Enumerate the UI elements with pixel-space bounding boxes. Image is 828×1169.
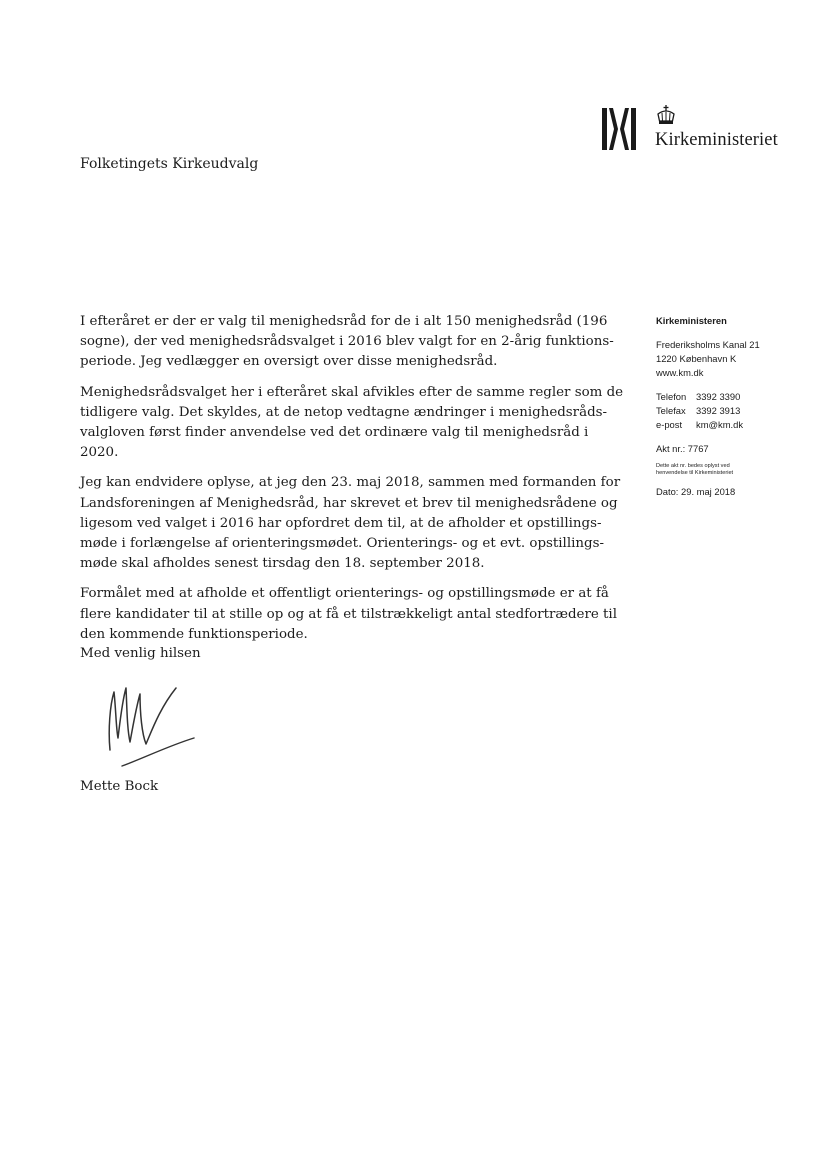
- case-note-line-2: henvendelse til Kirkeministeriet: [656, 470, 734, 477]
- crown-icon: [655, 104, 677, 126]
- address-line-2: 1220 København K: [656, 353, 737, 364]
- letter-date: Dato: 29. maj 2018: [656, 485, 736, 497]
- paragraph-3: [80, 473, 621, 574]
- phone-label: Telefon: [656, 391, 687, 402]
- phone-number: 3392 3390: [696, 391, 741, 402]
- body-line: Jeg kan endvidere oplyse, at jeg den 23. maj 2018, sammen med formanden for: [80, 475, 621, 491]
- body-line: Formålet med at afholde et offentligt orienterings- og opstillingsmøde er at få: [80, 586, 609, 602]
- sender-info-sidebar: [656, 314, 816, 499]
- body-line: ligesom ved valget i 2016 har opfordret dem til, at de afholder et opstillings-: [80, 515, 602, 531]
- recipient: Folketingets Kirkeudvalg: [80, 156, 259, 172]
- email-label: e-post: [656, 419, 683, 430]
- email-address: km@km.dk: [696, 419, 744, 430]
- fax-label: Telefax: [656, 405, 686, 416]
- ministry-name: Kirkeministeriet: [655, 130, 778, 150]
- handwritten-signature: [96, 680, 206, 775]
- address-line-1: Frederiksholms Kanal 21: [656, 339, 760, 350]
- body-line: 2020.: [80, 445, 119, 461]
- body-line: Menighedsrådsvalget her i efteråret skal afvikles efter de samme regler som de: [80, 384, 624, 400]
- body-line: I efteråret er der er valg til menighedsråd for de i alt 150 menighedsråd (196: [80, 314, 608, 329]
- fax-row: [656, 404, 816, 418]
- body-line: sogne), der ved menighedsrådsvalget i 2016 blev valgt for en 2-årig funktions-: [80, 334, 614, 350]
- ministry-logo: [602, 104, 802, 154]
- website: www.km.dk: [656, 367, 704, 378]
- fax-number: 3392 3913: [696, 405, 741, 416]
- signer-name: Mette Bock: [80, 779, 159, 794]
- letter-body: [80, 312, 624, 655]
- email-row: [656, 418, 816, 432]
- case-number: Akt nr.: 7767: [656, 443, 709, 454]
- body-line: Landsforeningen af Menighedsråd, har skrevet et brev til menighedsrådene og: [80, 495, 618, 511]
- sender-name: Kirkeministeren: [656, 315, 727, 326]
- body-line: flere kandidater til at stille op og at få et tilstrækkeligt antal stedfortrædere til: [80, 606, 617, 622]
- closing: Med venlig hilsen: [80, 646, 201, 661]
- paragraph-2: [80, 383, 624, 464]
- body-line: møde skal afholdes senest tirsdag den 18. september 2018.: [80, 556, 485, 572]
- body-line: periode. Jeg vedlægger en oversigt over disse menighedsråd.: [80, 354, 498, 370]
- body-line: valgloven først finder anvendelse ved det ordinære valg til menighedsråd i: [80, 425, 589, 441]
- window-bars-logo-icon: [602, 108, 636, 150]
- body-line: den kommende funktionsperiode.: [80, 626, 308, 642]
- body-line: tidligere valg. Det skyldes, at de netop vedtagne ændringer i menighedsråds-: [80, 404, 608, 420]
- body-line: møde i forlængelse af orienteringsmødet. Orienterings- og et evt. opstillings-: [80, 536, 604, 552]
- paragraph-4: [80, 584, 617, 645]
- phone-row: [656, 390, 816, 404]
- paragraph-1: [80, 312, 614, 373]
- case-note-line-1: Dette akt nr. bedes oplyst ved: [656, 463, 730, 469]
